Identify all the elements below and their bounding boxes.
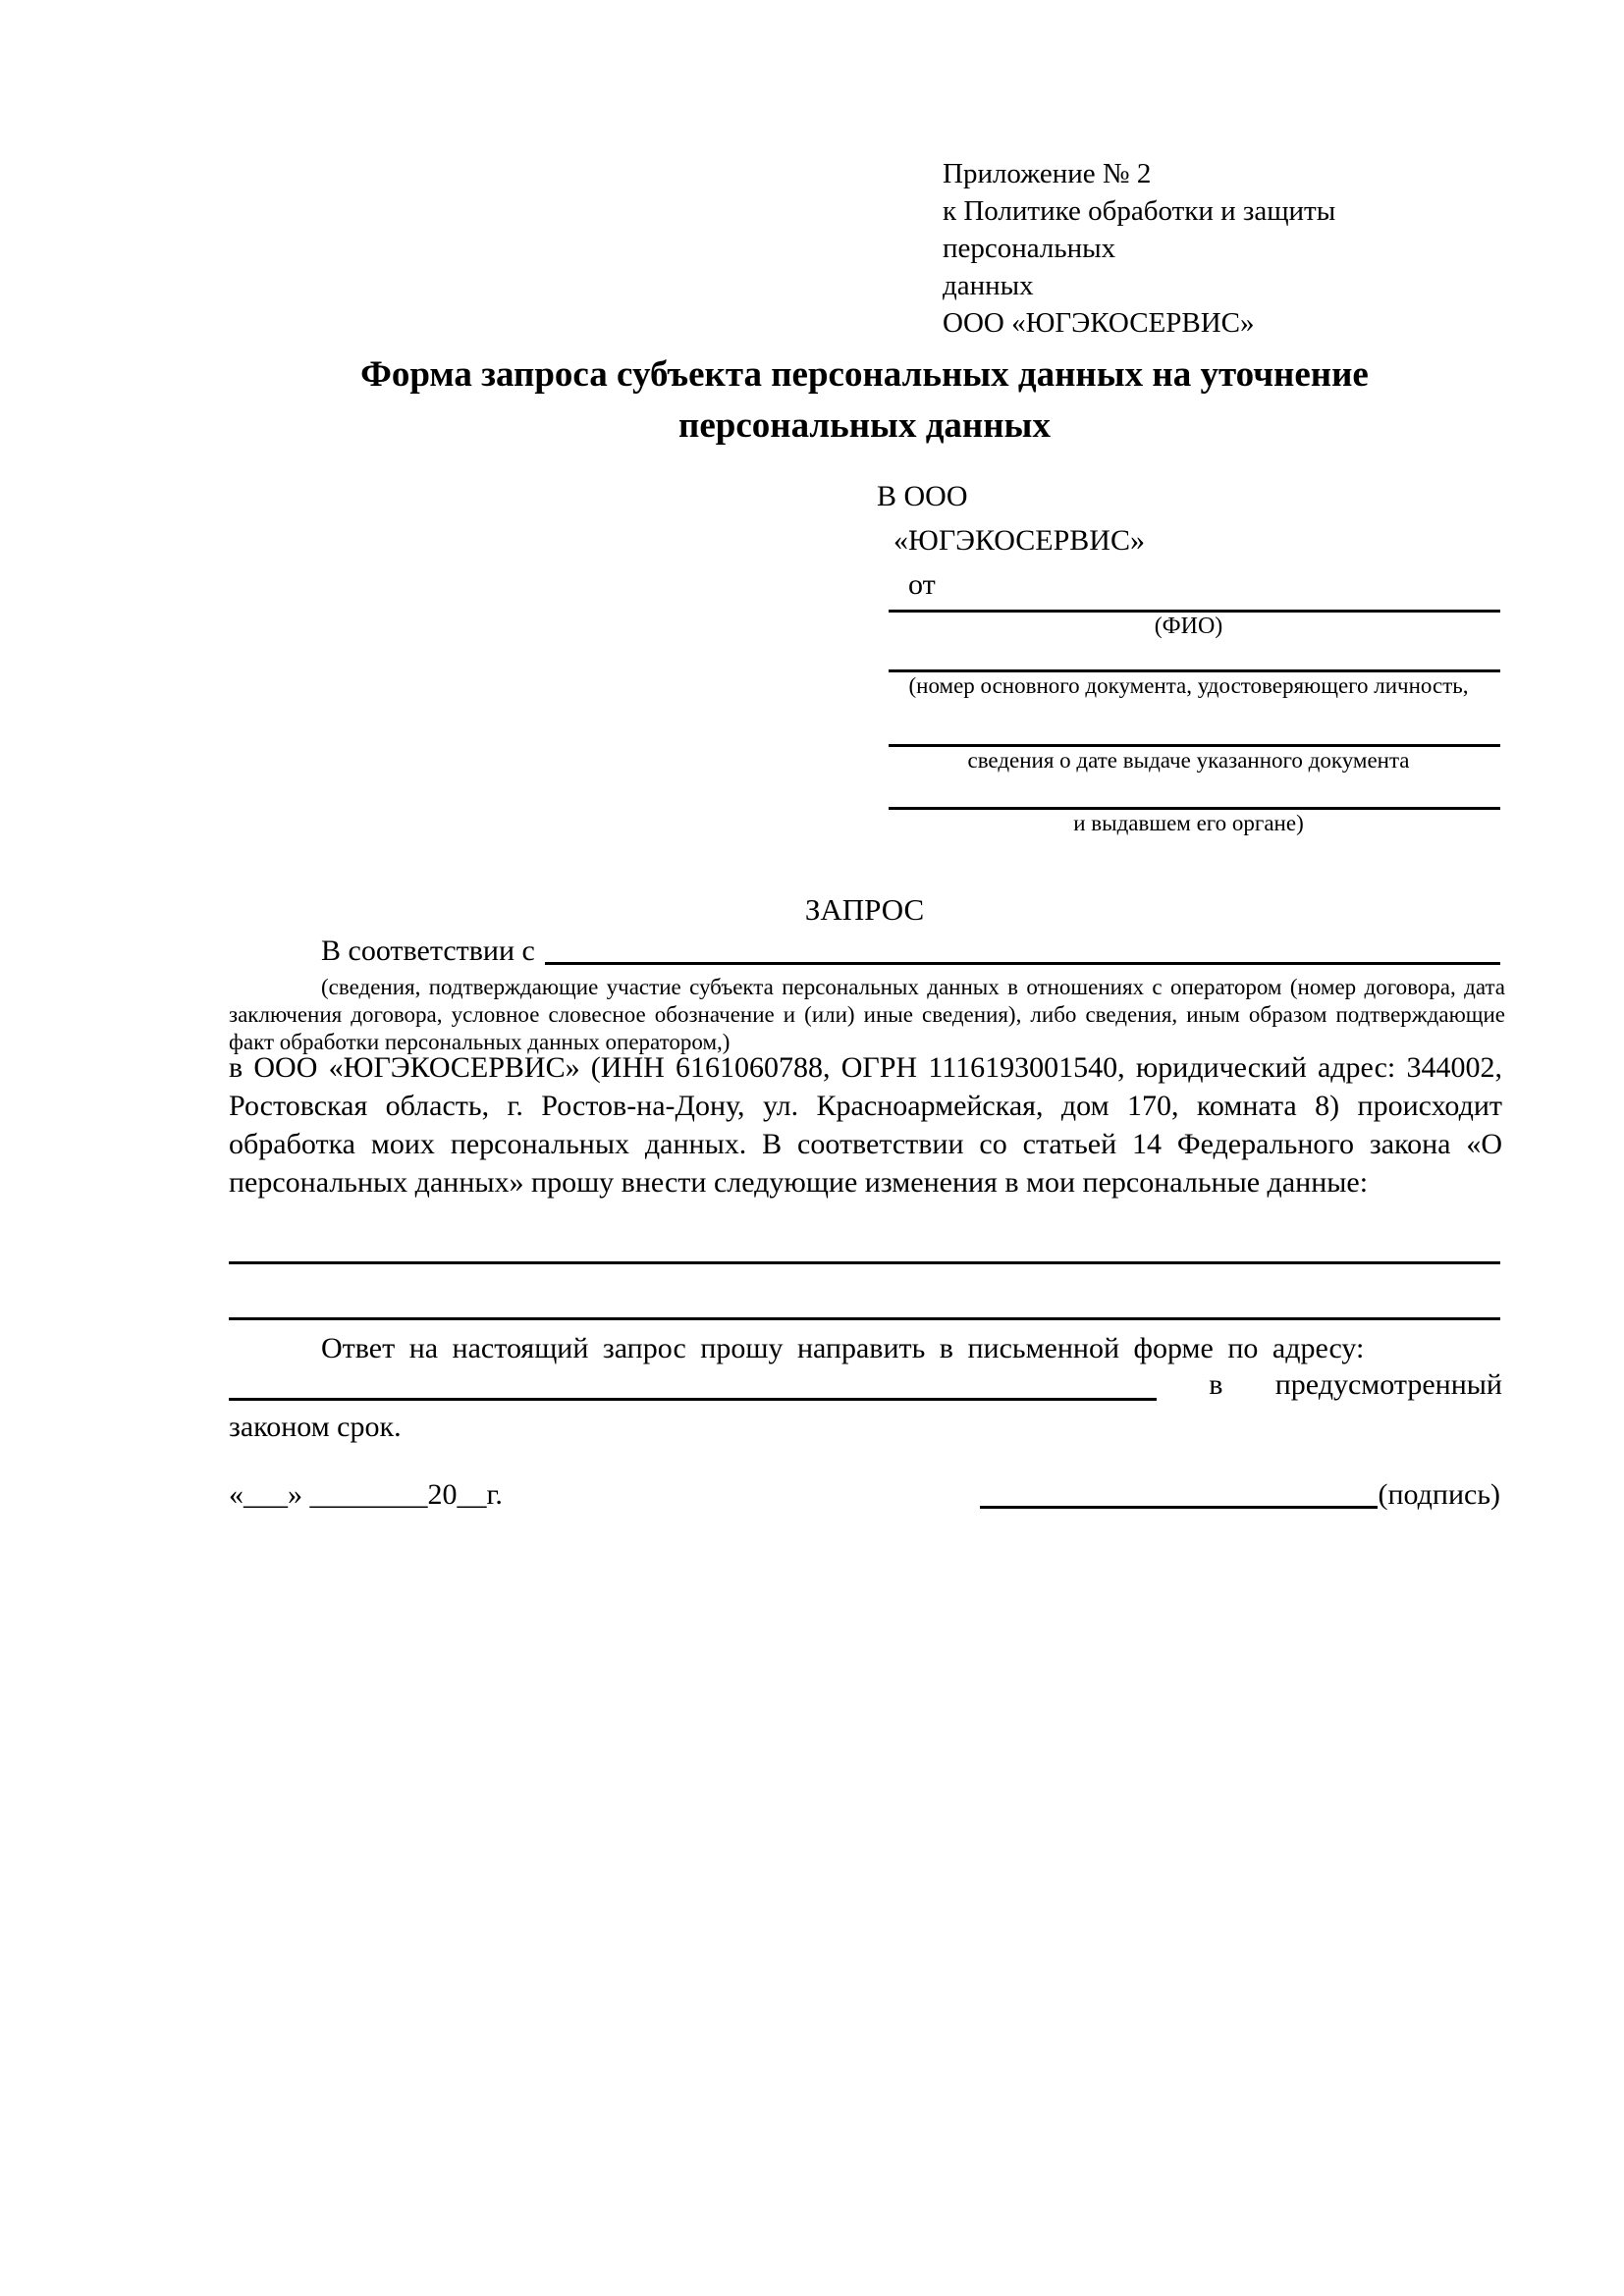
appendix-note-line: к Политике обработки и защиты персональных: [943, 195, 1336, 264]
body-paragraph: в ООО «ЮГЭКОСЕРВИС» (ИНН 6161060788, ОГРН 1116193001540, юридический адрес: 344002, Ростовская область, г. Ростов-на-Дону, ул. Красноармейская, дом 170, комната 8) происходит обработка моих персональных данных. В соответствии со статьей 14 Федерального закона «О персональных данных» прошу внести следующие изменения в мои персональные данные:: [229, 1051, 1502, 1199]
addressee-block: [877, 474, 1500, 836]
issue-date-caption: сведения о дате выдаче указанного документа: [967, 748, 1410, 773]
reply-address-blank-field[interactable]: [229, 1398, 1157, 1401]
appendix-note-line: ООО «ЮГЭКОСЕРВИС»: [943, 307, 1255, 339]
accordance-blank-field[interactable]: [545, 962, 1500, 965]
signature-blank-field[interactable]: [980, 1506, 1378, 1509]
document-title: [229, 349, 1500, 452]
reply-line-3: законом срок.: [229, 1411, 402, 1443]
addressee-company-name: «ЮГЭКОСЕРВИС»: [893, 524, 1145, 557]
document-title-line-2: персональных данных: [678, 405, 1051, 446]
accordance-footnote: (сведения, подтверждающие участие субъекта персональных данных в отношениях с оператором (номер договора, дата заключения договора, условное словесное обозначение и (или) иные сведения), либо сведения, иным образом подтверждающие факт обработки персональных данных оператором,): [229, 975, 1505, 1054]
date-signature-row: [229, 1472, 1500, 1518]
accordance-label: В соответствии с: [321, 934, 535, 967]
addressee-company-prefix: В ООО: [877, 480, 968, 512]
request-heading: ЗАПРОС: [804, 892, 925, 927]
date-blank-text[interactable]: «___» ________20__г.: [229, 1478, 503, 1511]
accordance-row: [229, 931, 1500, 972]
changes-blank-line-1[interactable]: [229, 1261, 1500, 1264]
addressee-from-label: от: [908, 568, 936, 601]
appendix-note-line: Приложение № 2: [943, 158, 1152, 189]
changes-blank-line-2[interactable]: [229, 1317, 1500, 1320]
signature-caption: (подпись): [1378, 1478, 1500, 1511]
reply-line-2: [229, 1368, 1502, 1408]
document-title-line-1: Форма запроса субъекта персональных данных на уточнение: [360, 354, 1369, 395]
issuing-authority-caption: и выдавшем его органе): [1073, 811, 1304, 835]
document-number-caption: (номер основного документа, удостоверяющего личность,: [908, 673, 1469, 698]
reply-line-1: Ответ на настоящий запрос прошу направить в письменной форме по адресу:: [321, 1332, 1365, 1364]
appendix-note: [943, 155, 1502, 342]
reply-paragraph: [229, 1329, 1502, 1447]
signature-group: [980, 1472, 1500, 1518]
fio-caption: (ФИО): [1154, 614, 1223, 639]
appendix-note-line: данных: [943, 270, 1034, 301]
reply-word-predusmotrennyj: предусмотренный: [1274, 1368, 1502, 1401]
reply-word-v: в: [1209, 1368, 1223, 1401]
